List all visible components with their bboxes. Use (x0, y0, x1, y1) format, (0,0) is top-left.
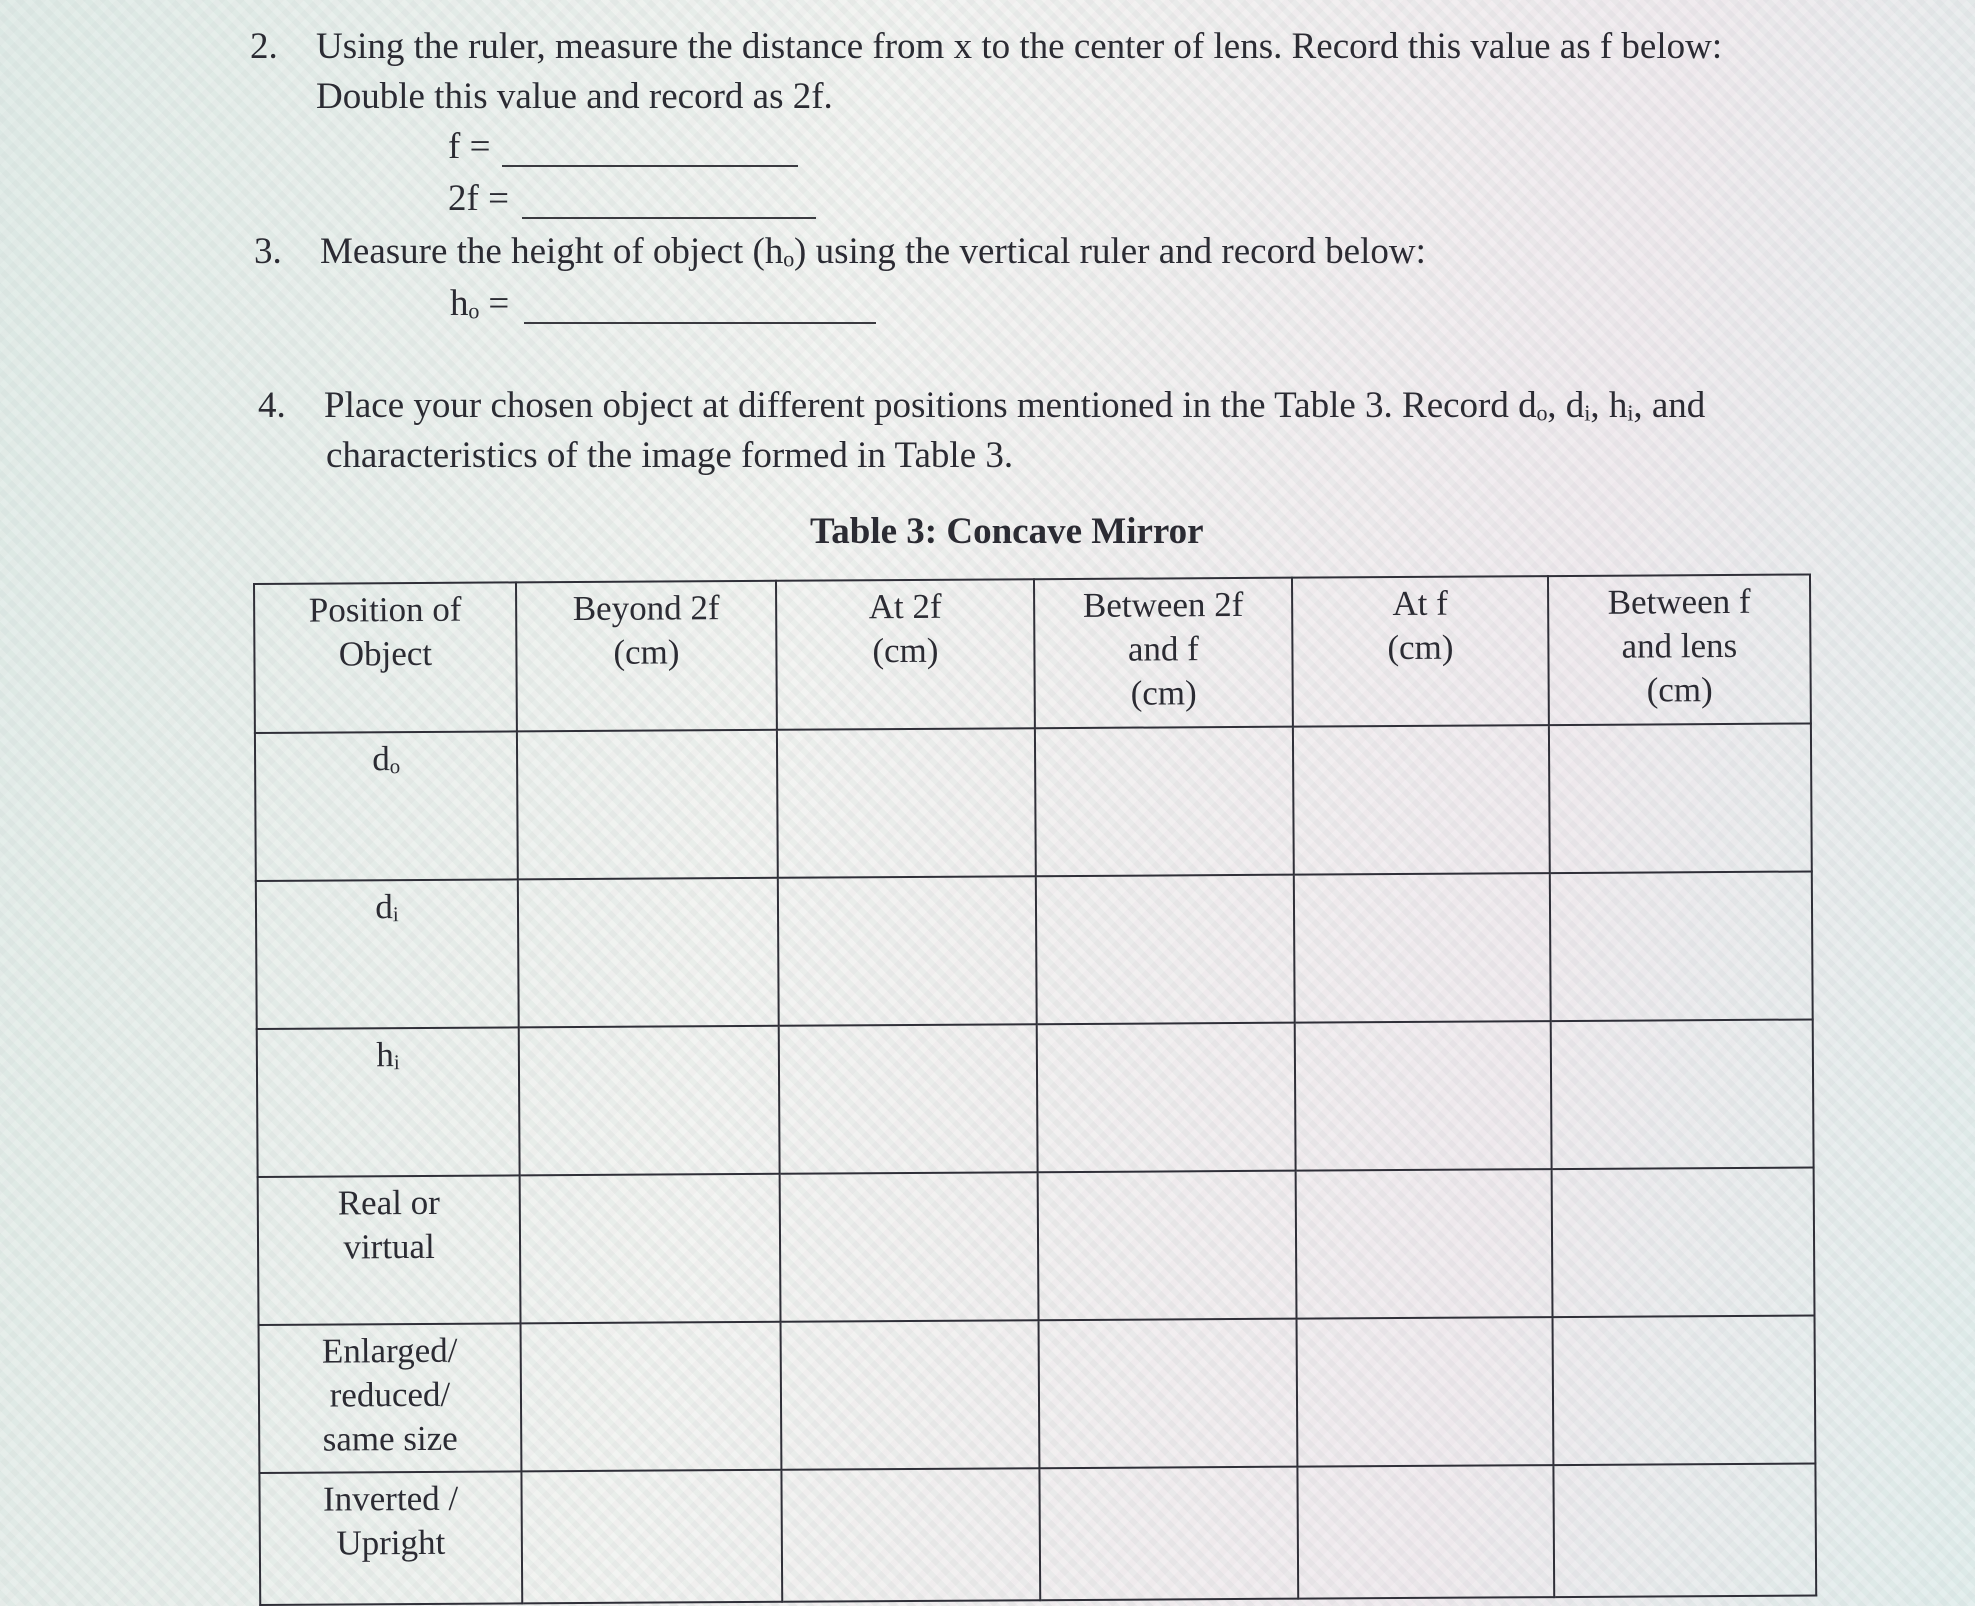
2f-label: 2f = (448, 178, 509, 219)
table-row (258, 1167, 1815, 1325)
2f-answer-blank[interactable] (522, 217, 816, 219)
table-cell[interactable] (1035, 727, 1294, 877)
step4-instruction: Place your chosen object at different positions mentioned in the Table 3. Record dₒ, dᵢ, hᵢ, and (324, 385, 1706, 426)
table-cell[interactable] (1039, 1319, 1298, 1469)
f-label: f = (448, 126, 491, 167)
step3-instruction: Measure the height of object (hₒ) using the vertical ruler and record below: (320, 231, 1426, 272)
table-cell[interactable] (780, 1172, 1039, 1322)
table-cell[interactable] (1552, 1167, 1815, 1317)
table-row (259, 1463, 1816, 1605)
step4-line2: characteristics of the image formed in Table 3. (326, 435, 1014, 476)
row-label-size: Enlarged/ reduced/ same size (259, 1323, 522, 1473)
table-row (257, 1019, 1814, 1177)
step2-number: 2. (250, 26, 278, 67)
row-label-real-or-virtual: Real or virtual (258, 1175, 521, 1325)
table-row (259, 1315, 1816, 1473)
table-cell[interactable] (1553, 1315, 1816, 1465)
table-cell[interactable] (518, 878, 779, 1028)
concave-mirror-table (253, 573, 1817, 1605)
table-cell[interactable] (517, 730, 778, 880)
table-cell[interactable] (1039, 1467, 1298, 1601)
header-between-2f-and-f: Between 2f and f (cm) (1034, 578, 1293, 729)
step2-line1 (250, 28, 1722, 65)
ho-label: hₒ = (450, 283, 510, 324)
table-cell[interactable] (1036, 875, 1295, 1025)
table-cell[interactable] (1549, 723, 1812, 873)
header-at-2f: At 2f (cm) (776, 579, 1035, 730)
ho-answer-blank[interactable] (524, 322, 876, 324)
header-between-f-and-lens: Between f and lens (cm) (1548, 574, 1811, 725)
table-cell[interactable] (781, 1468, 1040, 1602)
table-cell[interactable] (1293, 725, 1550, 875)
step4-line1 (258, 387, 1705, 424)
table-cell[interactable] (781, 1320, 1040, 1470)
table-cell[interactable] (1294, 873, 1551, 1023)
row-label-do: dₒ (255, 731, 518, 881)
table-cell[interactable] (1038, 1171, 1297, 1321)
row-label-hi: hᵢ (257, 1027, 520, 1177)
table-cell[interactable] (1550, 871, 1813, 1021)
step3-number: 3. (254, 231, 282, 272)
table-cell[interactable] (1297, 1317, 1554, 1467)
header-position-of-object: Position of Object (254, 582, 517, 733)
table-cell[interactable] (521, 1470, 782, 1604)
row-label-orientation: Inverted / Upright (259, 1471, 522, 1605)
table-cell[interactable] (1295, 1021, 1552, 1171)
table-cell[interactable] (520, 1174, 781, 1324)
header-at-f: At f (cm) (1292, 576, 1549, 727)
table-cell[interactable] (779, 1024, 1038, 1174)
table-cell[interactable] (519, 1026, 780, 1176)
table-row (255, 723, 1812, 881)
table-header-row (254, 574, 1811, 733)
table-cell[interactable] (1297, 1465, 1554, 1599)
table-cell[interactable] (777, 728, 1036, 878)
step3-line (254, 233, 1426, 270)
step2-line2: Double this value and record as 2f. (316, 76, 833, 117)
table-caption: Table 3: Concave Mirror (810, 511, 1204, 552)
table-cell[interactable] (778, 876, 1037, 1026)
table-cell[interactable] (1551, 1019, 1814, 1169)
f-answer-blank[interactable] (502, 165, 798, 167)
table-cell[interactable] (1037, 1023, 1296, 1173)
table-cell[interactable] (521, 1322, 782, 1472)
table-cell[interactable] (1296, 1169, 1553, 1319)
row-label-di: dᵢ (256, 879, 519, 1029)
step4-number: 4. (258, 385, 286, 426)
table-cell[interactable] (1553, 1463, 1816, 1597)
header-beyond-2f: Beyond 2f (cm) (516, 581, 777, 732)
step2-instruction: Using the ruler, measure the distance from x to the center of lens. Record this value as f below: (316, 26, 1723, 67)
table-row (256, 871, 1813, 1029)
